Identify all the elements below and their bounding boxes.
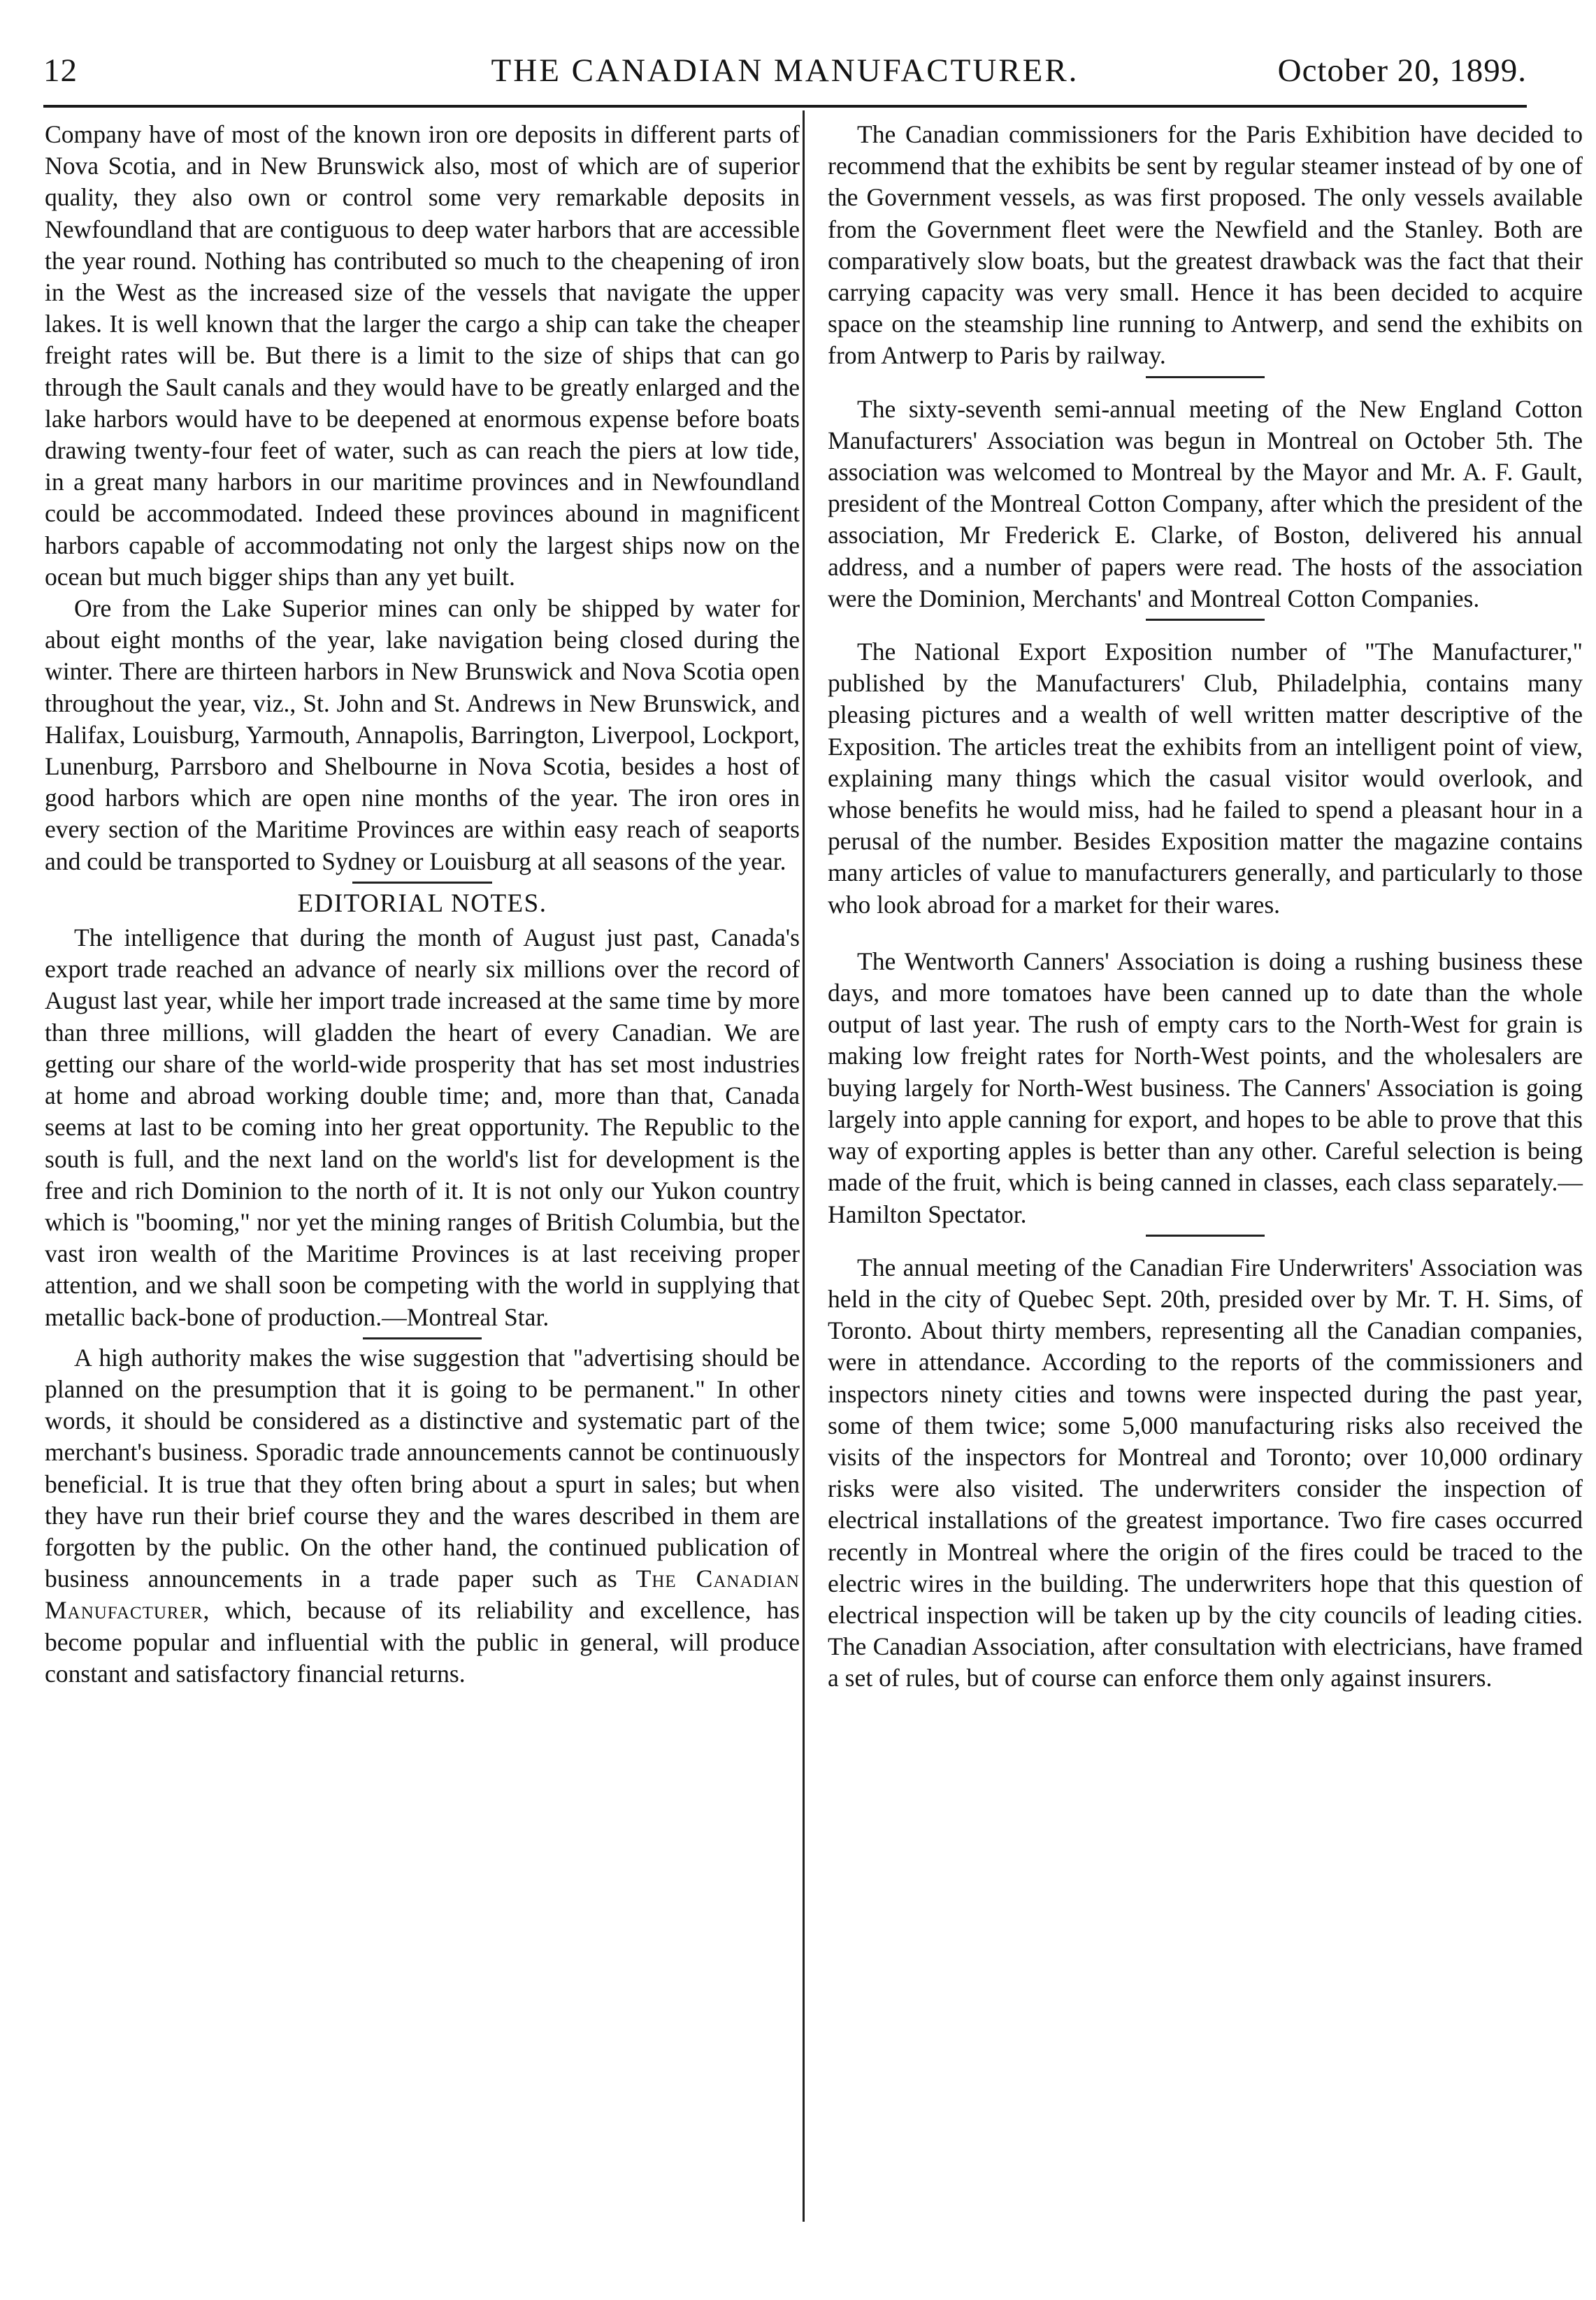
article-paragraph: The intelligence that during the month of August just past, Canada's export trade reached an advance of nearly six millions over the record of August last year, while her import trade increased at the same time by more than three millions, will gladden the heart of every Canadian. We are getting our share of the world-wide prosperity that has set most industries at home and abroad working double time; and, more than that, Canada seems at last to be coming into her great opportunity. The Republic to the south is full, and the next land on the world's list for development is the free and rich Dominion to the north of it. It is not only our Yukon country which is "booming," nor yet the mining ranges of British Columbia, but the vast iron wealth of the Maritime Provinces is at last receiving proper attention, and we shall soon be competing with the world in supplying that metallic back-bone of production.—Montreal Star.: [45, 923, 800, 1331]
page-number: 12: [43, 52, 78, 89]
section-heading: EDITORIAL NOTES.: [297, 889, 547, 918]
section-separator: [1146, 376, 1265, 378]
text-run: , which, because of its reliability and excellence, has become popular and influential with the public in general, will produce constant and satisfactory financial returns.: [45, 1596, 800, 1688]
publication-title: THE CANADIAN MANUFACTURER.: [491, 52, 1079, 89]
section-separator: [352, 882, 492, 884]
article-paragraph: [45, 1342, 800, 1690]
article-paragraph: The annual meeting of the Canadian Fire Underwriters' Association was held in the city of Quebec Sept. 20th, presided over by Mr. T. H. Sims, of Toronto. About thirty members, representing all the Canadian companies, were in attendance. According to the reports of the commissioners and inspectors ninety cities and towns were inspected during the past year, some of them twice; some 5,000 manufacturing risks also received the visits of the inspectors for Montreal and Toronto; over 10,000 ordinary risks were also visited. The underwriters consider the inspection of electrical installations of the greatest importance. Two fire cases occurred recently in Montreal where the origin of the fires could be traced to the electric wires in the building. The underwriters hope that this question of electrical inspection will be taken up by the city councils of leading cities. The Canadian Association, after consultation with electricians, have framed a set of rules, but of course can enforce them only against insurers.: [828, 1253, 1583, 1692]
page-header: [43, 52, 1527, 101]
section-separator: [1146, 1235, 1265, 1237]
header-rule: [43, 105, 1527, 108]
issue-date: October 20, 1899.: [1277, 52, 1527, 89]
article-paragraph: Company have of most of the known iron ore deposits in different parts of Nova Scotia, and in New Brunswick also, most of which are of superior quality, they also own or control some very remarkable deposits in Newfoundland that are contiguous to deep water harbors that are accessible the year round. Nothing has contributed so much to the cheapening of iron in the West as the increased size of the vessels that navigate the upper lakes. It is well known that the larger the cargo a ship can take the cheaper freight rates will be. But there is a limit to the size of ships that can go through the Sault canals and they would have to be greatly enlarged and the lake harbors would have to be deepened at enormous expense before boats drawing twenty-four feet of water, such as can reach the piers at low tide, in a great many harbors in our maritime provinces and in Newfoundland could be accommodated. Indeed these provinces abound in magnificent harbors capable of accommodating not only the largest ships now on the ocean but much bigger ships than any yet built.: [45, 120, 800, 591]
section-separator: [1146, 619, 1265, 621]
left-column: [45, 119, 800, 1690]
column-divider: [803, 110, 805, 2222]
right-column: [828, 119, 1583, 1695]
article-paragraph: Ore from the Lake Superior mines can only be shipped by water for about eight months of the year, lake navigation being closed during the winter. There are thirteen harbors in New Brunswick and Nova Scotia open throughout the year, viz., St. John and St. Andrews in New Brunswick, and Halifax, Louisburg, Yarmouth, Annapolis, Barrington, Liverpool, Lockport, Lunenburg, Parrsboro and Shelbourne in Nova Scotia, besides a host of good harbors which are open nine months of the year. The iron ores in every section of the Maritime Provinces are within easy reach of seaports and could be transported to Sydney or Louisburg at all seasons of the year.: [45, 594, 800, 875]
article-paragraph: The sixty-seventh semi-annual meeting of the New England Cotton Manufacturers' Association was begun in Montreal on October 5th. The association was welcomed to Montreal by the Mayor and Mr. A. F. Gault, president of the Montreal Cotton Company, after which the president of the association, Mr Frederick E. Clarke, of Boston, delivered his annual address, and a number of papers were read. The hosts of the association were the Dominion, Merchants' and Montreal Cotton Companies.: [828, 394, 1583, 612]
publication-name: The Canadian Manufacturer: [45, 1565, 800, 1625]
section-separator: [363, 1337, 482, 1339]
article-paragraph: The National Export Exposition number of "The Manufacturer," published by the Manufacturers' Club, Philadelphia, contains many pleasing pictures and a wealth of well written matter descriptive of the Exposition. The articles treat the exhibits from an intelligent point of view, explaining many things which the casual visitor would overlook, and whose benefits he would miss, had he failed to spend a pleasant hour in a perusal of the number. Besides Exposition matter the magazine contains many articles of value to manufacturers generally, and particularly to those who look abroad for a market for their wares.: [828, 638, 1583, 919]
article-paragraph: The Canadian commissioners for the Paris Exhibition have decided to recommend that the exhibits be sent by regular steamer instead of by one of the Government vessels, as was first proposed. The only vessels available from the Government fleet were the Newfield and the Stanley. Both are comparatively slow boats, but the greatest drawback was the fact that their carrying capacity was very small. Hence it has been decided to acquire space on the steamship line running to Antwerp, and send the exhibits on from Antwerp to Paris by railway.: [828, 120, 1583, 370]
text-run: A high authority makes the wise suggestion that "advertising should be planned on the presumption that it is going to be permanent." In other words, it should be considered as a distinctive and systematic part of the merchant's business. Sporadic trade announcements cannot be continuously beneficial. It is true that they often bring about a spurt in sales; but when they have run their brief course they and the wares described in them are forgotten by the public. On the other hand, the continued publication of business announcements in a trade paper such as: [45, 1343, 800, 1593]
article-paragraph: The Wentworth Canners' Association is doing a rushing business these days, and more tomatoes have been canned up to date than the whole output of last year. The rush of empty cars to the North-West for grain is making low freight rates for North-West points, and the wholesalers are buying largely for North-West business. The Canners' Association is going largely into apple canning for export, and hopes to be able to prove that this way of exporting apples is better than any other. Careful selection is being made of the fruit, which is being canned in classes, each class separately.—Hamilton Spectator.: [828, 947, 1583, 1228]
